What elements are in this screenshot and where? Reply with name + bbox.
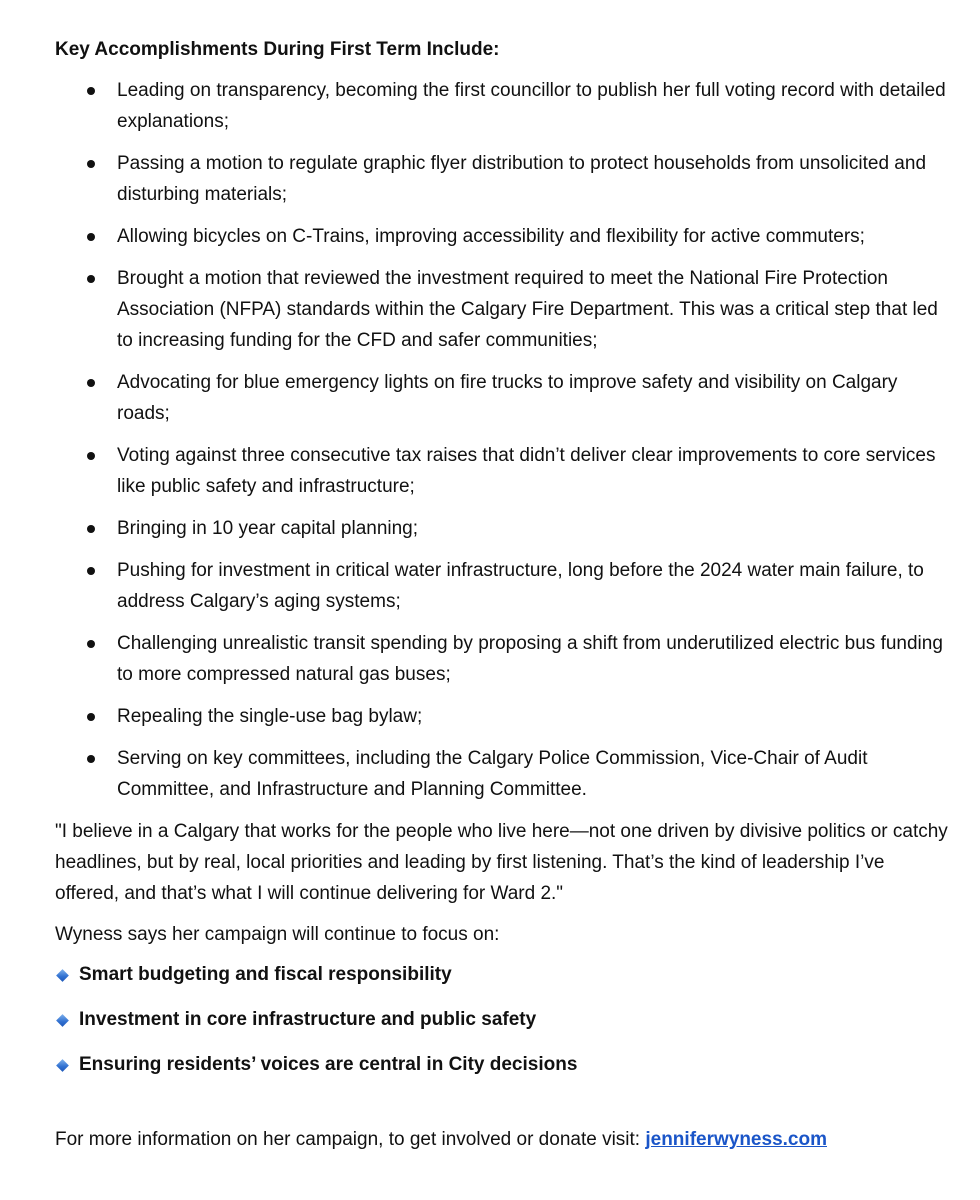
focus-list — [55, 959, 950, 1080]
bullet-icon — [87, 87, 95, 95]
bullet-icon — [87, 275, 95, 283]
focus-item-text: Ensuring residents’ voices are central in City decisions — [79, 1054, 578, 1075]
list-item-text: Advocating for blue emergency lights on fire trucks to improve safety and visibility on Calgary roads; — [117, 372, 898, 424]
accomplishments-list — [55, 75, 950, 805]
list-item-text: Leading on transparency, becoming the first councillor to publish her full voting record with detailed explanations; — [117, 80, 946, 132]
bullet-icon — [87, 713, 95, 721]
campaign-website-link[interactable]: jenniferwyness.com — [645, 1129, 827, 1150]
bullet-icon — [87, 452, 95, 460]
list-item-text: Challenging unrealistic transit spending by proposing a shift from underutilized electric bus funding to more compressed natural gas buses; — [117, 633, 943, 685]
blue-diamond-icon — [56, 1059, 69, 1072]
list-item — [55, 513, 950, 544]
list-item-text: Bringing in 10 year capital planning; — [117, 518, 419, 539]
list-item-text: Allowing bicycles on C-Trains, improving accessibility and flexibility for active commuters; — [117, 226, 865, 247]
list-item-text: Serving on key committees, including the Calgary Police Commission, Vice-Chair of Audit Committee, and Infrastructure and Planning Committee. — [117, 748, 868, 800]
focus-item-text: Investment in core infrastructure and public safety — [79, 1009, 537, 1030]
list-item-text: Pushing for investment in critical water infrastructure, long before the 2024 water main failure, to address Calgary’s aging systems; — [117, 560, 924, 612]
list-item-text: Voting against three consecutive tax raises that didn’t deliver clear improvements to core services like public safety and infrastructure; — [117, 445, 936, 497]
bullet-icon — [87, 640, 95, 648]
list-item — [55, 148, 950, 210]
blue-diamond-icon — [56, 1014, 69, 1027]
focus-intro: Wyness says her campaign will continue to focus on: — [55, 924, 500, 945]
footer-line — [55, 1124, 950, 1155]
focus-item — [55, 959, 950, 990]
list-item — [55, 75, 950, 137]
bullet-icon — [87, 160, 95, 168]
list-item — [55, 743, 950, 805]
blue-diamond-icon — [56, 969, 69, 982]
list-item-text: Brought a motion that reviewed the investment required to meet the National Fire Protection Association (NFPA) standards within the Calgary Fire Department. This was a critical step that led to increasing funding for the CFD and safer communities; — [117, 268, 938, 351]
list-item — [55, 628, 950, 690]
focus-item — [55, 1004, 950, 1035]
bullet-icon — [87, 233, 95, 241]
bullet-icon — [87, 379, 95, 387]
list-item — [55, 221, 950, 252]
list-item — [55, 263, 950, 356]
focus-item — [55, 1049, 950, 1080]
focus-item-text: Smart budgeting and fiscal responsibility — [79, 964, 452, 985]
bullet-icon — [87, 567, 95, 575]
candidate-quote: "I believe in a Calgary that works for the people who live here—not one driven by divisive politics or catchy headlines, but by real, local priorities and leading by first listening. That’s the kind of leadership I’ve offered, and that’s what I will continue delivering for Ward 2." — [55, 821, 948, 904]
list-item — [55, 440, 950, 502]
list-item-text: Passing a motion to regulate graphic flyer distribution to protect households from unsolicited and disturbing materials; — [117, 153, 927, 205]
list-item — [55, 555, 950, 617]
footer-text: For more information on her campaign, to get involved or donate visit: — [55, 1129, 646, 1150]
bullet-icon — [87, 525, 95, 533]
bullet-icon — [87, 755, 95, 763]
list-item-text: Repealing the single-use bag bylaw; — [117, 706, 423, 727]
list-item — [55, 367, 950, 429]
accomplishments-heading: Key Accomplishments During First Term Include: — [55, 39, 500, 60]
list-item — [55, 701, 950, 732]
